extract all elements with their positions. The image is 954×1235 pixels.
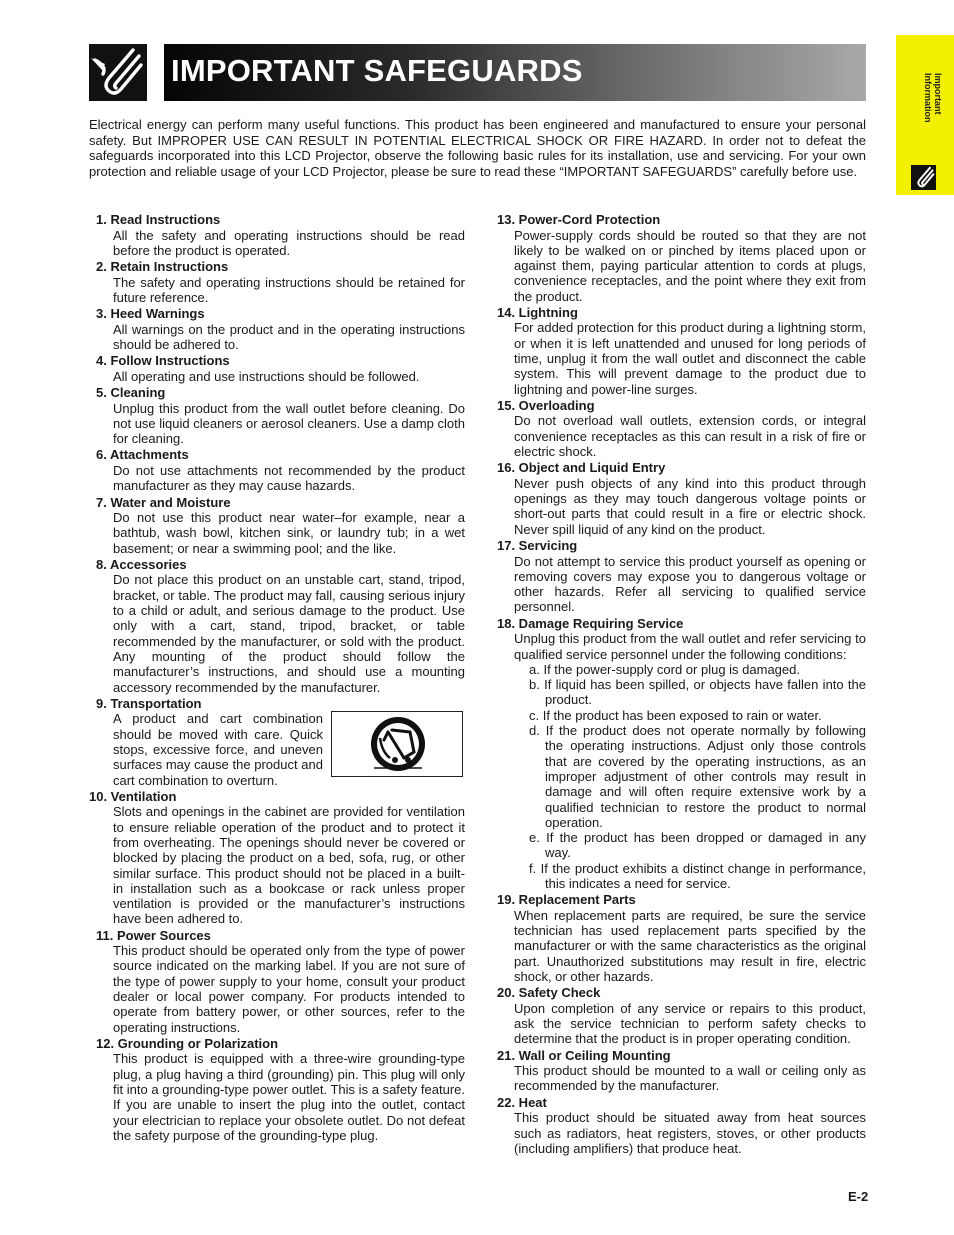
plug-cord-icon — [89, 44, 147, 101]
item-title: 10. Ventilation — [89, 788, 177, 804]
list-item — [89, 447, 465, 493]
item-title: 1. Read Instructions — [96, 212, 221, 227]
list-item — [490, 1048, 866, 1094]
item-body: When replacement parts are required, be sure the service technician has used replacement parts specified by the manufacturer or with the same characteristics as the original part. Unauthorized substitutions may result in fire, electric shock, or other hazards. — [514, 907, 866, 984]
list-item — [89, 306, 465, 352]
item-title: 8. Accessories — [96, 556, 187, 572]
safeguards-list-right — [490, 212, 866, 1157]
item-body: This product should be operated only from the type of power source indicated on the marking label. If you are not sure of the type of power supply to your home, consult your product dealer or local power company. For products intended to operate from battery power, or other sources, refer to the operating instructions. — [113, 943, 465, 1035]
item-title: 21. Wall or Ceiling Mounting — [497, 1047, 671, 1063]
plug-cord-icon — [911, 165, 936, 190]
item-title: 19. Replacement Parts — [497, 892, 636, 908]
item-title: 18. Damage Requiring Service — [497, 615, 684, 631]
item-body: Unplug this product from the wall outlet and refer servicing to qualified service personnel under the following conditions: — [514, 631, 866, 662]
list-item — [89, 212, 465, 258]
list-item — [490, 538, 866, 615]
item-title: 15. Overloading — [497, 397, 595, 413]
item-title: 14. Lightning — [497, 304, 578, 320]
item-body: Upon completion of any service or repairs to this product, ask the service technician to perform safety checks to determine that the product is in proper operating condition. — [514, 1000, 866, 1047]
item-title: 2. Retain Instructions — [96, 259, 229, 275]
item-body: Slots and openings in the cabinet are provided for ventilation to ensure reliable operation of the product and to protect it from overheating. The openings should never be covered or blocked by placing the product on a bed, sofa, rug, or other similar surface. This product should not be placed in a built-in installation such as a bookcase or rack unless proper ventilation is provided or the manufacturer’s instructions have been adhered to. — [113, 804, 465, 927]
item-body: Do not place this product on an unstable cart, stand, tripod, bracket, or table. The product may fall, causing serious injury to a child or adult, and serious damage to the product. Use only with a cart, stand, tripod, bracket, or table recommended by the manufacturer, or sold with the product. Any mounting of the product should follow the manufacturer’s instructions, and should use a mounting accessory recommended by the manufacturer. — [113, 572, 465, 695]
list-item — [89, 1036, 465, 1143]
item-body: Unplug this product from the wall outlet before cleaning. Do not use liquid cleaners or aerosol cleaners. Use a damp cloth for cleaning. — [113, 400, 465, 447]
section-side-tab — [896, 35, 954, 195]
list-item — [89, 789, 465, 927]
item-body: Power-supply cords should be routed so that they are not likely to be walked on or pinched by items placed upon or against them, paying particular attention to cords at plugs, convenience receptacles, and the point where they exit from the product. — [514, 227, 866, 304]
section-tab-label — [923, 73, 943, 123]
item-title: 16. Object and Liquid Entry — [497, 460, 666, 476]
item-body: The safety and operating instructions should be retained for future reference. — [113, 274, 465, 305]
item-title: 4. Follow Instructions — [96, 353, 230, 369]
item-title: 12. Grounding or Polarization — [96, 1035, 279, 1051]
list-item — [490, 305, 866, 397]
item-body: This product is equipped with a three-wire grounding-type plug, a plug having a third (grounding) pin. This plug will only fit into a grounding-type power outlet. This is a safety feature. If you are unable to insert the plug into the outlet, contact your electrician to replace your obsolete outlet. Do not defeat the safety purpose of the grounding-type plug. — [113, 1051, 465, 1143]
item-title: 17. Servicing — [497, 538, 578, 554]
condition-item: b. If liquid has been spilled, or objects have fallen into the product. — [529, 677, 866, 708]
item-title: 6. Attachments — [96, 447, 189, 463]
list-item — [89, 557, 465, 695]
section-tab-label-line1: Important — [933, 73, 943, 115]
item-body: All warnings on the product and in the operating instructions should be adhered to. — [113, 321, 465, 352]
item-body: Do not attempt to service this product yourself as opening or removing covers may expose you to dangerous voltage or other hazards. Refer all servicing to qualified service personnel. — [514, 553, 866, 615]
list-item — [490, 1095, 866, 1156]
item-body: Do not overload wall outlets, extension cords, or integral convenience receptacles as this can result in a risk of fire or electric shock. — [514, 413, 866, 460]
item-body: Do not use this product near water–for example, near a bathtub, wash bowl, kitchen sink, or laundry tub; in a wet basement; or near a swimming pool; and the like. — [113, 510, 465, 556]
item-body: All the safety and operating instructions should be read before the product is operated. — [113, 227, 465, 258]
item-title: 3. Heed Warnings — [96, 306, 205, 322]
list-item — [89, 928, 465, 1035]
list-item — [490, 985, 866, 1046]
item-title: 5. Cleaning — [96, 385, 166, 401]
condition-item: e. If the product has been dropped or damaged in any way. — [529, 830, 866, 861]
section-tab-label-line2: Information — [923, 73, 933, 123]
list-item — [89, 353, 465, 384]
list-item — [490, 616, 866, 892]
item-title: 22. Heat — [497, 1094, 547, 1110]
title-banner — [164, 44, 866, 101]
item-title: 20. Safety Check — [497, 985, 601, 1001]
list-item — [89, 259, 465, 305]
condition-item: a. If the power-supply cord or plug is damaged. — [529, 661, 800, 677]
safeguards-list-left — [89, 212, 465, 1144]
list-item — [490, 398, 866, 459]
list-item — [490, 212, 866, 304]
page-number: E-2 — [848, 1189, 869, 1204]
condition-item: f. If the product exhibits a distinct change in performance, this indicates a need for service. — [529, 860, 866, 891]
list-item — [89, 696, 465, 788]
item-body: For added protection for this product during a lightning storm, or when it is left unattended and unused for long periods of time, unplug it from the wall outlet and disconnect the cable system. This will prevent damage to the product due to lightning and power-line surges. — [514, 320, 866, 397]
item-body: All operating and use instructions should be followed. — [113, 368, 420, 384]
list-item — [490, 892, 866, 984]
item-title: 13. Power-Cord Protection — [497, 212, 661, 227]
item-body: This product should be situated away from heat sources such as radiators, heat registers, stoves, or other products (including amplifiers) that produce heat. — [514, 1110, 866, 1156]
list-item — [490, 460, 866, 537]
item-title: 7. Water and Moisture — [96, 494, 231, 510]
item-body: A product and cart combination should be moved with care. Quick stops, excessive force, and uneven surfaces may cause the product and cart combination to overturn. — [113, 711, 323, 788]
list-item — [89, 385, 465, 446]
condition-list — [514, 662, 866, 891]
page-title: IMPORTANT SAFEGUARDS — [171, 53, 583, 88]
cart-tip-over-warning-icon — [331, 711, 463, 777]
item-body: Never push objects of any kind into this product through openings as they may touch dangerous voltage points or short-out parts that could result in a fire or electric shock. Never spill liquid of any kind on the product. — [514, 475, 866, 537]
intro-paragraph: Electrical energy can perform many useful functions. This product has been engineered and manufactured to ensure your personal safety. But IMPROPER USE CAN RESULT IN POTENTIAL ELECTRICAL SHOCK OR FIRE HAZARD. In order not to defeat the safeguards incorporated into this LCD Projector, observe the following basic rules for its installation, use and servicing. For your own protection and reliable usage of your LCD Projector, please be sure to read these “IMPORTANT SAFEGUARDS” carefully before use. — [89, 117, 866, 179]
item-title: 9. Transportation — [96, 695, 202, 711]
item-body: This product should be mounted to a wall or ceiling only as recommended by the manufacturer. — [514, 1063, 866, 1094]
list-item — [89, 495, 465, 556]
condition-item: d. If the product does not operate normally by following the operating instructions. Adjust only those controls that are covered by the operating instructions, as an improper adjustment of other controls may result in damage and will often require extensive work by a qualified technician to restore the product to normal operation. — [529, 723, 866, 830]
item-body: Do not use attachments not recommended by the product manufacturer as they may cause hazards. — [113, 462, 465, 494]
condition-item: c. If the product has been exposed to rain or water. — [529, 707, 822, 723]
item-title: 11. Power Sources — [96, 927, 211, 943]
